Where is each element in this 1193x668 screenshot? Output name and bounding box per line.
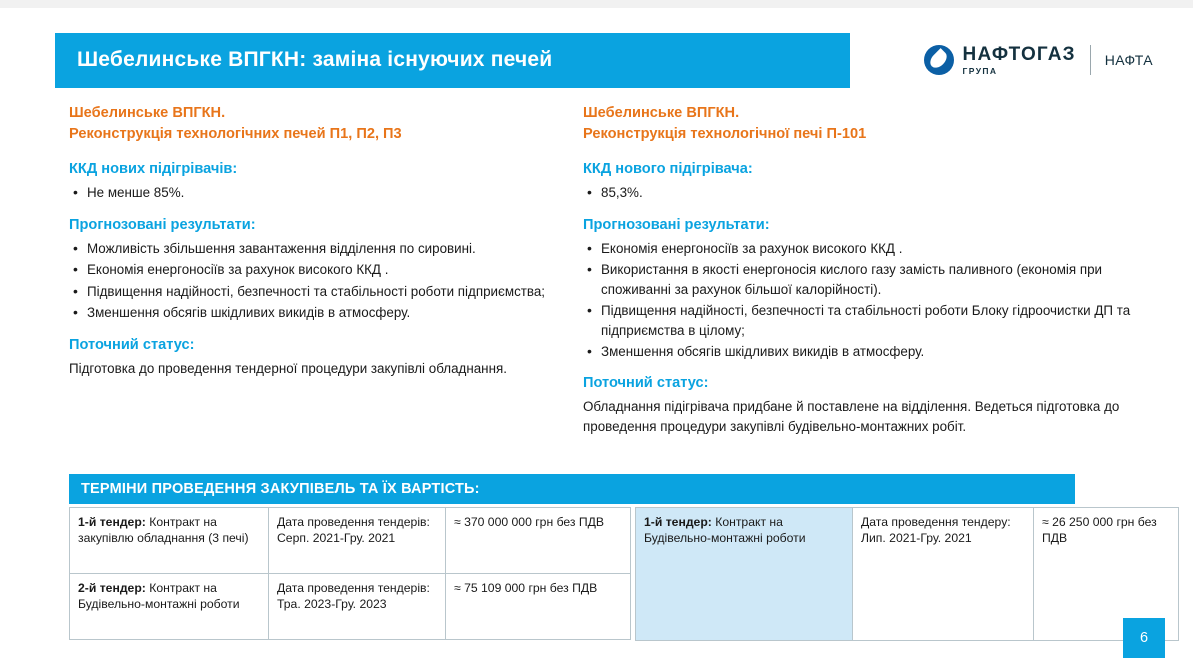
logo-company-name: НАФТОГАЗ: [962, 43, 1076, 65]
logo-divider: [1090, 45, 1091, 75]
logo-company-sub: ГРУПА: [962, 65, 998, 76]
left-status-label: Поточний статус:: [69, 336, 195, 353]
tender-title: ТЕРМІНИ ПРОВЕДЕННЯ ЗАКУПІВЕЛЬ ТА ЇХ ВАРТІСТЬ:: [81, 481, 480, 497]
page-number: 6: [1123, 618, 1165, 658]
left-column-heading: [69, 103, 559, 145]
right-column: [583, 103, 1148, 436]
list-item: • Підвищення надійності, безпечності та стабільності роботи Блоку гідроочистки ДП та підприємства в цілому;: [583, 301, 1148, 340]
tender-table-left: [69, 507, 631, 640]
right-efficiency-list: [583, 183, 1148, 202]
left-efficiency-label: ККД нових підігрівачів:: [69, 161, 238, 178]
list-item: • Підвищення надійності, безпечності та стабільності роботи підприємства;: [69, 282, 559, 301]
tender-name-cell: [636, 508, 853, 641]
right-status-label: Поточний статус:: [583, 375, 709, 392]
tender-title-bar: [69, 474, 1075, 504]
left-heading-line1: Шебелинське ВПГКН.: [69, 105, 226, 121]
left-efficiency-list: [69, 183, 559, 202]
header-bar: [55, 33, 850, 88]
left-results-list: [69, 239, 559, 323]
brand-logo: [924, 40, 1153, 80]
tender-description: Контракт на Будівельно-монтажні роботи: [644, 515, 806, 546]
right-status-text: Обладнання підігрівача придбане й поставлене на відділення. Ведеться підготовка до проведення процедури закупівлі будівельно-монтажних робіт.: [583, 399, 1120, 434]
table-row: [636, 508, 1179, 641]
logo-segment-label: НАФТА: [1104, 52, 1153, 68]
right-heading-line1: Шебелинське ВПГКН.: [583, 105, 740, 121]
list-item: • Зменшення обсягів шкідливих викидів в атмосферу.: [583, 342, 1148, 361]
tender-date-cell: Дата проведення тендерів: Тра. 2023-Гру. 2023: [269, 574, 446, 640]
tender-cost-cell: ≈ 26 250 000 грн без ПДВ: [1034, 508, 1179, 641]
list-item: • Економія енергоносіїв за рахунок високого ККД .: [69, 260, 559, 279]
tender-label: 1-й тендер:: [644, 515, 716, 529]
right-results-label: Прогнозовані результати:: [583, 216, 770, 233]
top-strip: [0, 0, 1193, 8]
tender-date-cell: Дата проведення тендеру: Лип. 2021-Гру. 2021: [853, 508, 1034, 641]
right-efficiency-label: ККД нового підігрівача:: [583, 161, 753, 178]
right-column-heading: [583, 103, 1148, 145]
right-heading-line2: Реконструкція технологічної печі П-101: [583, 126, 867, 143]
right-results-list: [583, 239, 1148, 362]
list-item: • Використання в якості енергоносія кислого газу замість паливного (економія при споживанні за рахунок більшої калорійності).: [583, 260, 1148, 299]
list-item: • Зменшення обсягів шкідливих викидів в атмосферу.: [69, 303, 559, 322]
left-status-text: Підготовка до проведення тендерної процедури закупівлі обладнання.: [69, 360, 507, 376]
tender-label: 2-й тендер:: [78, 581, 150, 595]
tender-name-cell: [70, 574, 269, 640]
tender-name-cell: [70, 508, 269, 574]
left-column: [69, 103, 559, 378]
tender-table-right: [635, 507, 1179, 641]
tender-cost-cell: ≈ 370 000 000 грн без ПДВ: [446, 508, 631, 574]
page-title: Шебелинське ВПГКН: заміна існуючих печей: [77, 48, 553, 71]
list-item: • Економія енергоносіїв за рахунок високого ККД .: [583, 239, 1148, 258]
tender-description: Контракт на Будівельно-монтажні роботи: [78, 581, 240, 612]
left-results-label: Прогнозовані результати:: [69, 216, 256, 233]
list-item: • 85,3%.: [583, 183, 1148, 202]
tender-description: Контракт на закупівлю обладнання (3 печі): [78, 515, 249, 546]
table-row: [70, 508, 631, 574]
tender-cost-cell: ≈ 75 109 000 грн без ПДВ: [446, 574, 631, 640]
gas-drop-icon: [924, 45, 954, 75]
list-item: • Не менше 85%.: [69, 183, 559, 202]
list-item: • Можливість збільшення завантаження відділення по сировині.: [69, 239, 559, 258]
left-heading-line2: Реконструкція технологічних печей П1, П2, П3: [69, 126, 402, 143]
tender-tables-row: [69, 507, 1157, 641]
tender-label: 1-й тендер:: [78, 515, 150, 529]
logo-text: [963, 45, 1076, 76]
tender-date-cell: Дата проведення тендерів: Серп. 2021-Гру. 2021: [269, 508, 446, 574]
table-row: [70, 574, 631, 640]
tender-block: [69, 474, 1157, 641]
